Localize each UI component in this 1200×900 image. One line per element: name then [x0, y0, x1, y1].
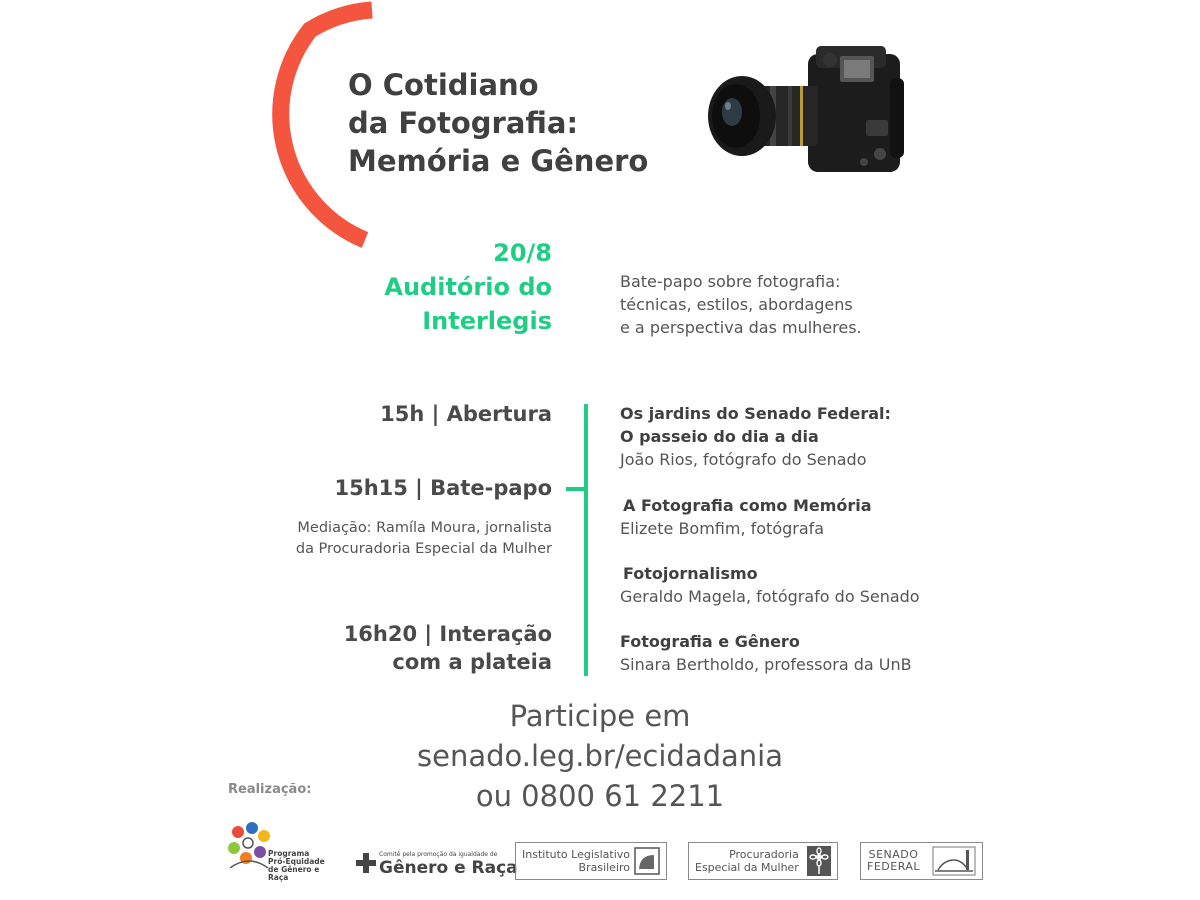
procuradoria-line: Especial da Mulher [695, 861, 799, 874]
ilb-line: Brasileiro [578, 861, 631, 874]
timeline-line [584, 404, 588, 676]
venue-line: Auditório do [384, 273, 552, 301]
talk-speaker: Sinara Bertholdo, professora da UnB [620, 655, 912, 674]
title-line: Memória e Gênero [348, 144, 649, 178]
pro-equidade-line: Programa [268, 849, 310, 858]
mediation-line: Mediação: Ramíla Moura, jornalista [297, 520, 552, 536]
camera-icon [690, 42, 910, 182]
pro-equidade-icon [226, 822, 272, 868]
description-line: e a perspectiva das mulheres. [620, 318, 862, 337]
senado-logo [860, 842, 983, 880]
schedule-talk: 15h15 | Bate-papo [334, 476, 552, 500]
participate-url[interactable]: senado.leg.br/ecidadania [417, 739, 783, 773]
event-title [348, 66, 648, 180]
talk-item [620, 630, 912, 676]
senado-building-icon [932, 846, 976, 876]
talk-speaker: João Rios, fotógrafo do Senado [620, 450, 867, 469]
event-description [620, 270, 862, 339]
venue-info [384, 236, 552, 338]
comite-small-text: Comitê pela promoção da igualdade de [379, 851, 498, 858]
schedule-opening: 15h | Abertura [380, 402, 552, 426]
cross-icon [355, 852, 377, 874]
timeline-tick [566, 487, 586, 491]
pro-equidade-line: de Gênero e Raça [268, 865, 320, 882]
event-date: 20/8 [493, 239, 552, 267]
participate-line: Participe em [509, 699, 691, 733]
talk-title: Fotografia e Gênero [620, 632, 800, 651]
interaction-line: com a plateia [392, 650, 552, 674]
talk-title: A Fotografia como Memória [623, 496, 872, 515]
pro-equidade-logo [226, 820, 338, 880]
ilb-logo [515, 842, 667, 880]
talk-item [620, 562, 920, 608]
venue-line: Interlegis [422, 307, 552, 335]
schedule-interaction [344, 620, 552, 676]
procuradoria-line: Procuradoria [729, 848, 799, 861]
mediation-line: da Procuradoria Especial da Mulher [295, 541, 552, 557]
talk-speaker: Elizete Bomfim, fotógrafa [620, 519, 825, 538]
senado-line: FEDERAL [867, 860, 921, 873]
title-line: O Cotidiano [348, 68, 539, 102]
participate-info [300, 696, 900, 816]
talk-item [620, 494, 872, 540]
interaction-line: 16h20 | Interação [343, 622, 552, 646]
description-line: técnicas, estilos, abordagens [620, 295, 853, 314]
pro-equidade-line: Pró-Equidade [268, 857, 325, 866]
senado-line: SENADO [868, 848, 919, 861]
talk-speaker: Geraldo Magela, fotógrafo do Senado [620, 587, 920, 606]
talk-title: Os jardins do Senado Federal: [620, 404, 891, 423]
description-line: Bate-papo sobre fotografia: [620, 272, 841, 291]
ilb-line: Instituto Legislativo [522, 848, 631, 861]
ilb-icon [634, 847, 660, 875]
comite-logo [355, 820, 518, 880]
flower-icon [807, 846, 831, 876]
comite-big-text: Gênero e Raça [379, 858, 518, 878]
title-line: da Fotografia: [348, 106, 579, 140]
talk-item [620, 402, 891, 471]
talk-title: O passeio do dia a dia [620, 427, 819, 446]
participate-phone: ou 0800 61 2211 [475, 779, 725, 813]
procuradoria-logo [688, 842, 838, 880]
mediation-info [296, 518, 552, 560]
realizacao-label: Realização: [228, 782, 312, 797]
talk-title: Fotojornalismo [623, 564, 758, 583]
